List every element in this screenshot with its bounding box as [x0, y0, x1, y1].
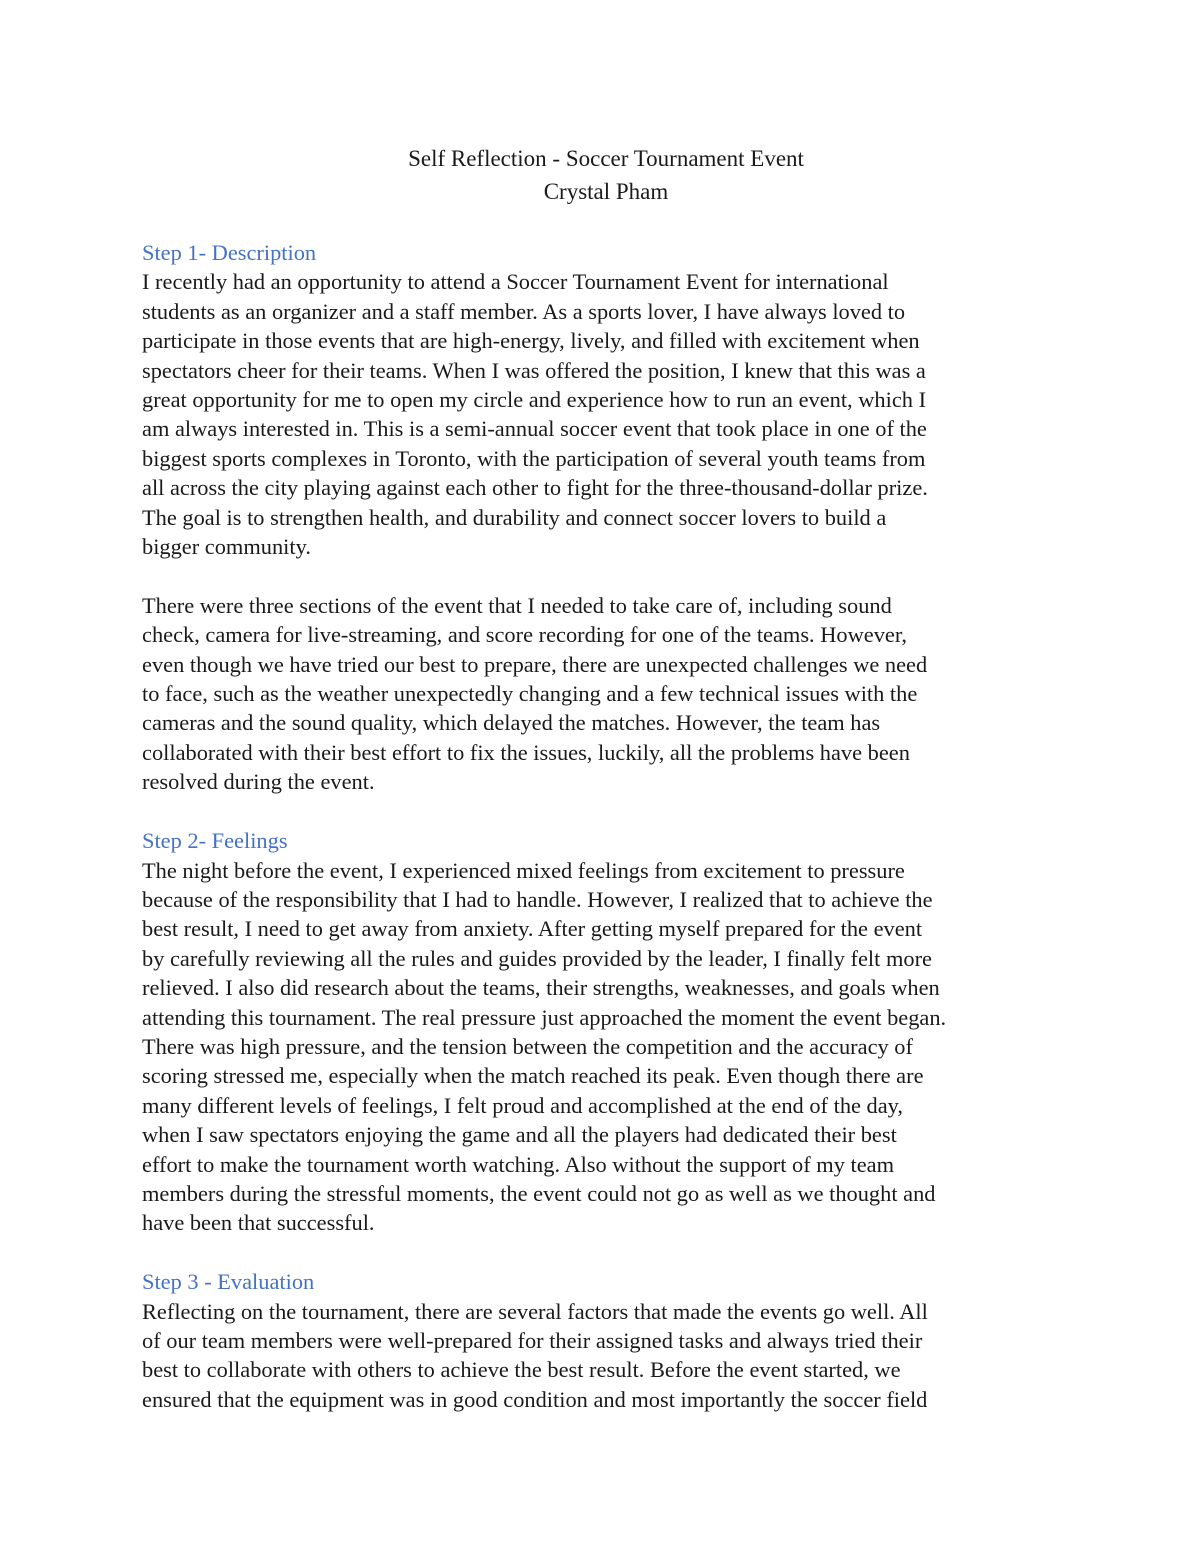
text-line: participate in those events that are high-energy, lively, and filled with excitement when: [142, 328, 920, 354]
document-body: [142, 238, 1070, 1414]
text-line: collaborated with their best effort to fix the issues, luckily, all the problems have been: [142, 739, 910, 765]
text-line: biggest sports complexes in Toronto, with the participation of several youth teams from: [142, 445, 926, 471]
section-heading: Step 2- Feelings: [142, 828, 288, 854]
text-line: have been that successful.: [142, 1210, 375, 1236]
text-line: to face, such as the weather unexpectedly changing and a few technical issues with the: [142, 681, 918, 707]
text-line: all across the city playing against each other to fight for the three-thousand-dollar prize.: [142, 475, 928, 501]
body-paragraph: [142, 267, 1070, 561]
section-gap: [142, 1238, 1070, 1267]
text-line: relieved. I also did research about the teams, their strengths, weaknesses, and goals when: [142, 975, 940, 1001]
text-line: of our team members were well-prepared for their assigned tasks and always tried their: [142, 1327, 923, 1353]
text-line: students as an organizer and a staff member. As a sports lover, I have always loved to: [142, 298, 906, 324]
title-block: [142, 142, 1070, 208]
section-heading: Step 1- Description: [142, 240, 317, 265]
text-line: because of the responsibility that I had to handle. However, I realized that to achieve the: [142, 886, 933, 912]
text-line: spectators cheer for their teams. When I was offered the position, I knew that this was a: [142, 357, 926, 383]
body-paragraph: [142, 1297, 1070, 1415]
text-line: The night before the event, I experienced mixed feelings from excitement to pressure: [142, 857, 905, 883]
text-line: when I saw spectators enjoying the game and all the players had dedicated their best: [142, 1122, 897, 1148]
text-line: The goal is to strengthen health, and durability and connect soccer lovers to build a: [142, 504, 887, 530]
text-line: best to collaborate with others to achieve the best result. Before the event started, we: [142, 1357, 901, 1383]
text-line: great opportunity for me to open my circle and experience how to run an event, which I: [142, 387, 927, 413]
text-line: bigger community.: [142, 534, 311, 560]
text-line: am always interested in. This is a semi-annual soccer event that took place in one of the: [142, 416, 927, 442]
text-line: Reflecting on the tournament, there are several factors that made the events go well. All: [142, 1298, 928, 1324]
text-line: by carefully reviewing all the rules and guides provided by the leader, I finally felt more: [142, 945, 932, 971]
section-heading: Step 3 - Evaluation: [142, 1269, 315, 1295]
paragraph-gap: [142, 561, 1070, 590]
text-line: best result, I need to get away from anxiety. After getting myself prepared for the event: [142, 916, 923, 942]
text-line: cameras and the sound quality, which delayed the matches. However, the team has: [142, 710, 881, 736]
body-paragraph: [142, 856, 1070, 1238]
text-line: check, camera for live-streaming, and score recording for one of the teams. However,: [142, 622, 908, 648]
text-line: even though we have tried our best to prepare, there are unexpected challenges we need: [142, 651, 928, 677]
text-line: There were three sections of the event that I needed to take care of, including sound: [142, 592, 892, 618]
text-line: There was high pressure, and the tension between the competition and the accuracy of: [142, 1033, 913, 1059]
text-line: resolved during the event.: [142, 769, 375, 795]
text-line: I recently had an opportunity to attend a Soccer Tournament Event for international: [142, 269, 889, 295]
text-line: effort to make the tournament worth watching. Also without the support of my team: [142, 1151, 895, 1177]
text-line: ensured that the equipment was in good condition and most importantly the soccer field: [142, 1386, 928, 1412]
body-paragraph: [142, 591, 1070, 797]
document-title: Self Reflection - Soccer Tournament Event: [408, 146, 804, 171]
section-gap: [142, 797, 1070, 826]
document-author: Crystal Pham: [543, 179, 669, 204]
text-line: scoring stressed me, especially when the match reached its peak. Even though there are: [142, 1063, 924, 1089]
text-line: attending this tournament. The real pressure just approached the moment the event began.: [142, 1004, 947, 1030]
text-line: many different levels of feelings, I felt proud and accomplished at the end of the day,: [142, 1092, 904, 1118]
text-line: members during the stressful moments, the event could not go as well as we thought and: [142, 1180, 936, 1206]
